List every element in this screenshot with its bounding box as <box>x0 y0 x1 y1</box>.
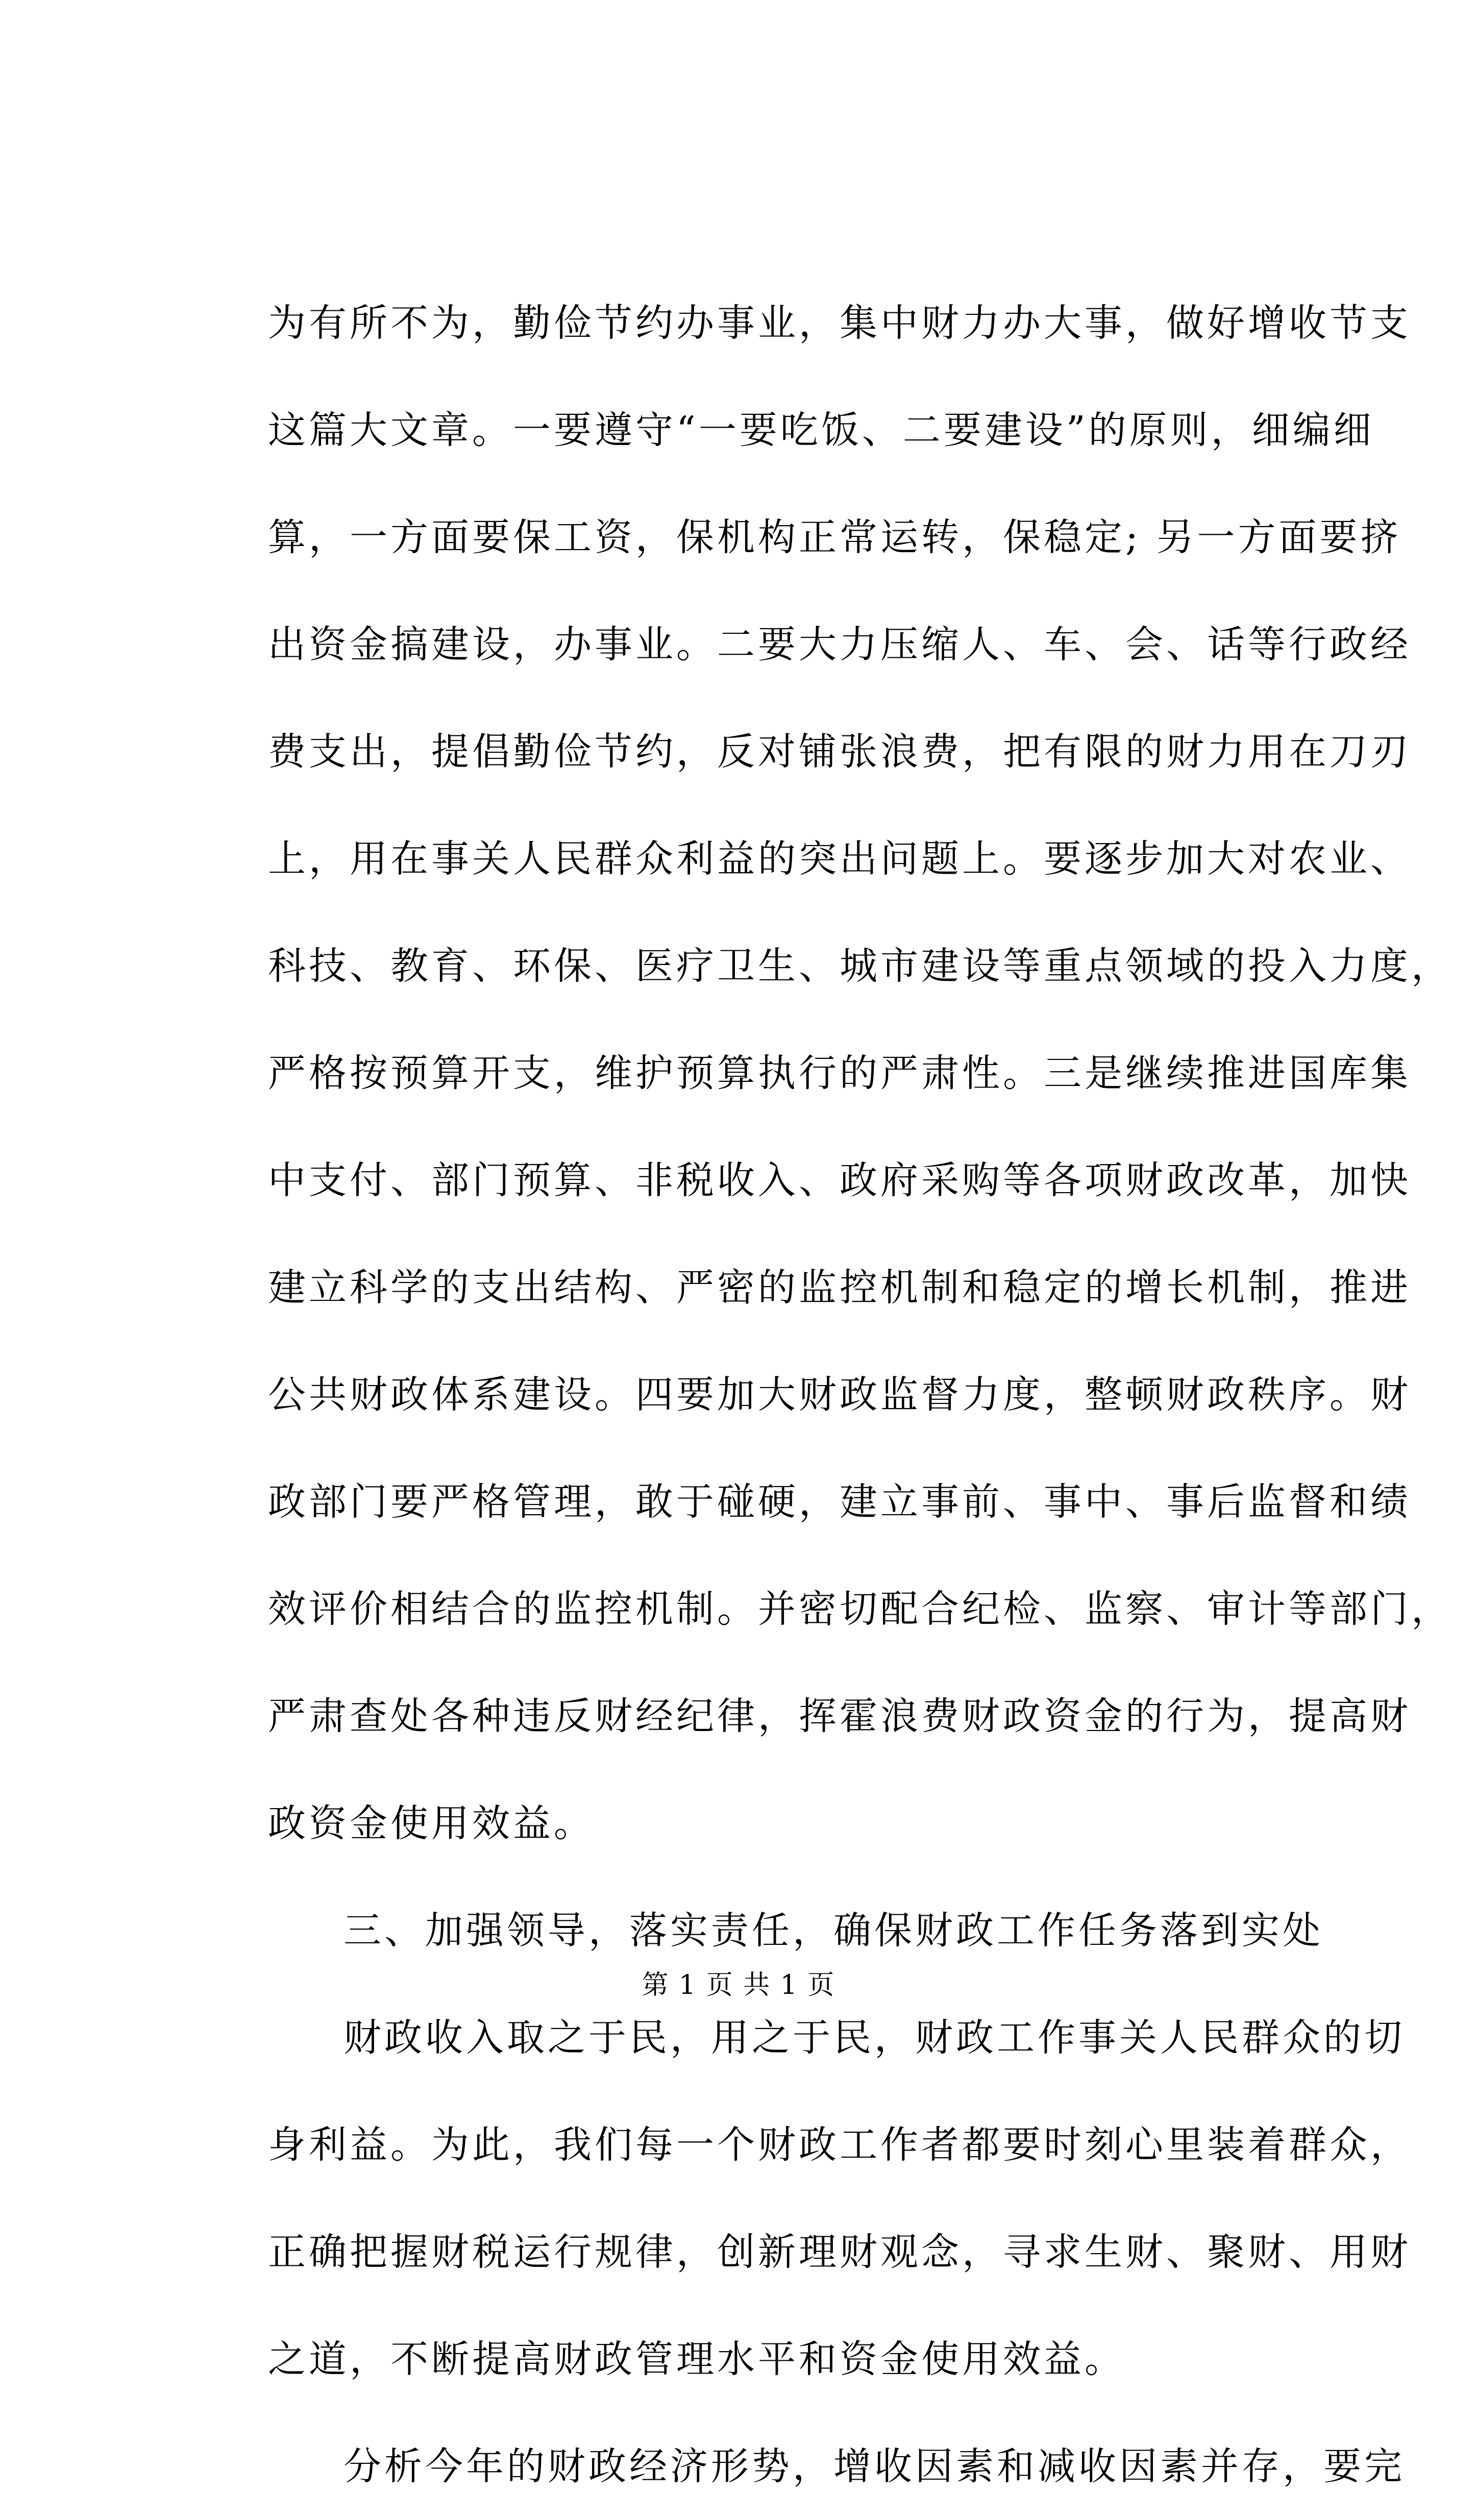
text-line: 上，用在事关人民群众利益的突出问题上。要逐步加大对农业、 <box>268 837 1411 881</box>
text-line: 分析今年的财政经济形势，增收因素和减收因素并存，要完 <box>343 2444 1405 2488</box>
text-line: 费支出，提倡勤俭节约，反对铺张浪费，把有限的财力用在刀刃 <box>268 730 1411 774</box>
text-line: 公共财政体系建设。四要加大财政监督力度，整顿财政秩序。财 <box>268 1373 1411 1417</box>
text-line: 科技、教育、环保、医疗卫生、城市建设等重点领域的投入力度， <box>268 944 1452 988</box>
text-line: 这篇大文章。一要遵守“一要吃饭、二要建设”的原则，细编细 <box>268 408 1374 452</box>
text-line: 严肃查处各种违反财经纪律，挥霍浪费财政资金的行为，提高财 <box>268 1694 1411 1738</box>
text-line: 出资金搞建设，办事业。二要大力压缩人、车、会、话等行政经 <box>268 623 1411 666</box>
text-line: 为有所不为，勤俭节约办事业，集中财力办大事，做好增收节支 <box>268 301 1411 345</box>
text-line: 建立科学的支出结构、严密的监控机制和稳定的增长机制，推进 <box>268 1266 1411 1310</box>
document-body <box>268 269 1452 2520</box>
text-line: 算，一方面要保工资，保机构正常运转，保稳定; 另一方面要挤 <box>268 515 1401 559</box>
text-line: 中支付、部门预算、非税收入、政府采购等各项财政改革，加快 <box>268 1158 1411 1202</box>
text-line: 严格按预算开支，维护预算执行的严肃性。三是继续推进国库集 <box>268 1051 1411 1095</box>
text-line: 政部门要严格管理，敢于碰硬，建立事前、事中、事后监督和绩 <box>268 1480 1411 1524</box>
text-line: 身利益。为此，我们每一个财政工作者都要时刻心里装着群众， <box>268 2123 1411 2167</box>
text-line: 三、加强领导，落实责任，确保财政工作任务落到实处 <box>343 1909 1323 1953</box>
text-line: 效评价相结合的监控机制。并密切配合纪检、监察、审计等部门， <box>268 1587 1452 1631</box>
text-line: 政资金使用效益。 <box>268 1801 595 1845</box>
text-line: 正确把握财税运行规律，创新理财观念，寻求生财、聚财、用财 <box>268 2230 1411 2274</box>
text-line: 财政收入取之于民，用之于民，财政工作事关人民群众的切 <box>343 2016 1405 2060</box>
page-footer: 第 1 页 共 1 页 <box>642 1970 835 2000</box>
text-line: 之道，不断提高财政管理水平和资金使用效益。 <box>268 2337 1125 2381</box>
